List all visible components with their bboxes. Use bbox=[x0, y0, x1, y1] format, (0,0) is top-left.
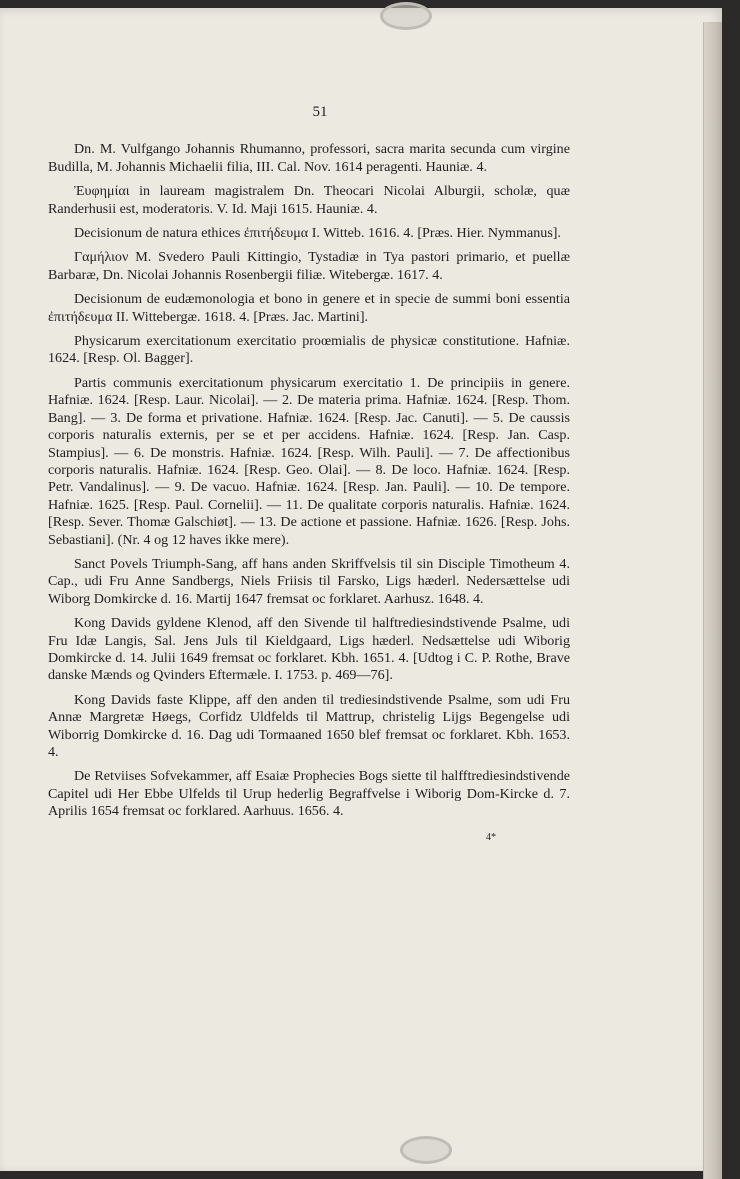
bibliography-entry: Dn. M. Vulfgango Johannis Rhumanno, professori, sacra marita secunda cum virgine Budilla, M. Johannis Michaelii filia, III. Cal. Nov. 1614 peragenti. Hauniæ. 4. bbox=[48, 141, 570, 175]
bibliography-entry: Physicarum exercitationum exercitatio proœmialis de physicæ constitutione. Hafniæ. 1624. [Resp. Ol. Bagger]. bbox=[48, 333, 570, 367]
bibliography-entry: Partis communis exercitationum physicarum exercitatio 1. De principiis in genere. Hafniæ. 1624. [Resp. Laur. Nicolai]. — 2. De materia prima. Hafniæ. 1624. [Resp. Thom. Bang]. — 3. De forma et privatione. Hafniæ. 1624. [Resp. Jac. Canuti]. — 5. De caussis corporis naturalis externis, per se et per accidens. Hafniæ. 1624. [Resp. Jan. Casp. Stampius]. — 6. De monstris. Hafniæ. 1624. [Resp. Wilh. Pauli]. — 7. De affectionibus corporis naturalis. Hafniæ. 1624. [Resp. Geo. Olai]. — 8. De loco. Hafniæ. 1624. [Resp. Petr. Vandalinus]. — 9. De vacuo. Hafniæ. 1624. [Resp. Jan. Pauli]. — 10. De tempore. Hafniæ. 1625. [Resp. Paul. Cornelii]. — 11. De qualitate corporis naturalis. Hafniæ. 1624. [Resp. Sever. Thomæ Galschiøt]. — 13. De actione et passione. Hafniæ. 1626. [Resp. Johs. Sebastiani]. (Nr. 4 og 12 haves ikke mere). bbox=[48, 374, 570, 548]
page-edge bbox=[703, 22, 722, 1179]
bibliography-entry: Sanct Povels Triumph-Sang, aff hans anden Skriffvelsis til sin Disciple Timotheum 4. Cap., udi Fru Anne Sandbergs, Niels Friisis til Farsko, Ligs hæderl. Nedersættelse udi Wiborg Domkircke d. 16. Martij 1647 fremsat oc forklaret. Aarhusz. 1648. 4. bbox=[48, 555, 570, 607]
bibliography-entry: Decisionum de eudæmonologia et bono in genere et in specie de summi boni essentia ἐπιτήδευμα II. Wittebergæ. 1618. 4. [Præs. Jac. Martini]. bbox=[48, 291, 570, 325]
bibliography-entry: Decisionum de natura ethices ἐπιτήδευμα I. Witteb. 1616. 4. [Præs. Hier. Nymmanus]. bbox=[74, 225, 562, 242]
binder-clip-bottom bbox=[400, 1136, 452, 1164]
bibliography-entry: Ἐυφημίαι in lauream magistralem Dn. Theocari Nicolai Alburgii, scholæ, quæ Randerhusii est, moderatoris. V. Id. Maji 1615. Hauniæ. 4. bbox=[48, 183, 570, 217]
bibliography-entry: Kong Davids gyldene Klenod, aff den Sivende til halftrediesindstivende Psalme, udi Fru Idæ Langis, Sal. Jens Juls til Kieldgaard, Ligs hæderl. Nedsættelse udi Wiborig Domkircke d. 14. Julii 1649 fremsat oc forklaret. Kbh. 1651. 4. [Udtog i C. P. Rothe, Brave danske Mænds og Qvinders Eftermæle. I. 1753. p. 469—76]. bbox=[48, 615, 570, 684]
signature-mark: 4* bbox=[486, 831, 496, 843]
bibliography-entry: Γαμήλιον M. Svedero Pauli Kittingio, Tystadiæ in Tya pastori primario, et puellæ Barbaræ, Dn. Nicolai Johannis Rosenbergii filiæ. Witebergæ. 1617. 4. bbox=[48, 249, 570, 283]
page-sheet bbox=[0, 8, 722, 1171]
binder-clip-top bbox=[380, 2, 432, 30]
bibliography-entry: Kong Davids faste Klippe, aff den anden til tredіesindstivende Psalme, som udi Fru Annæ Margretæ Høegs, Corfidz Uldfelds til Mattrup, christelig Lijgs Begengelse udi Wiborrig Domkircke d. 16. Dag udi Tormaaned 1650 blef fremsat oc forklaret. Kbh. 1653. 4. bbox=[48, 691, 570, 760]
page-content bbox=[48, 104, 570, 846]
page-number: 51 bbox=[312, 104, 328, 120]
bibliography-entry: De Retviises Sofvekammer, aff Esaiæ Prophecies Bogs siette til halfftrediesindstivende Capitel udi Her Ebbe Ulfelds til Urup hederlig Begraffvelse i Wiborig Dom-Kircke d. 7. Aprilis 1654 fremsat oc forklared. Aarhuus. 1656. 4. bbox=[48, 768, 570, 820]
